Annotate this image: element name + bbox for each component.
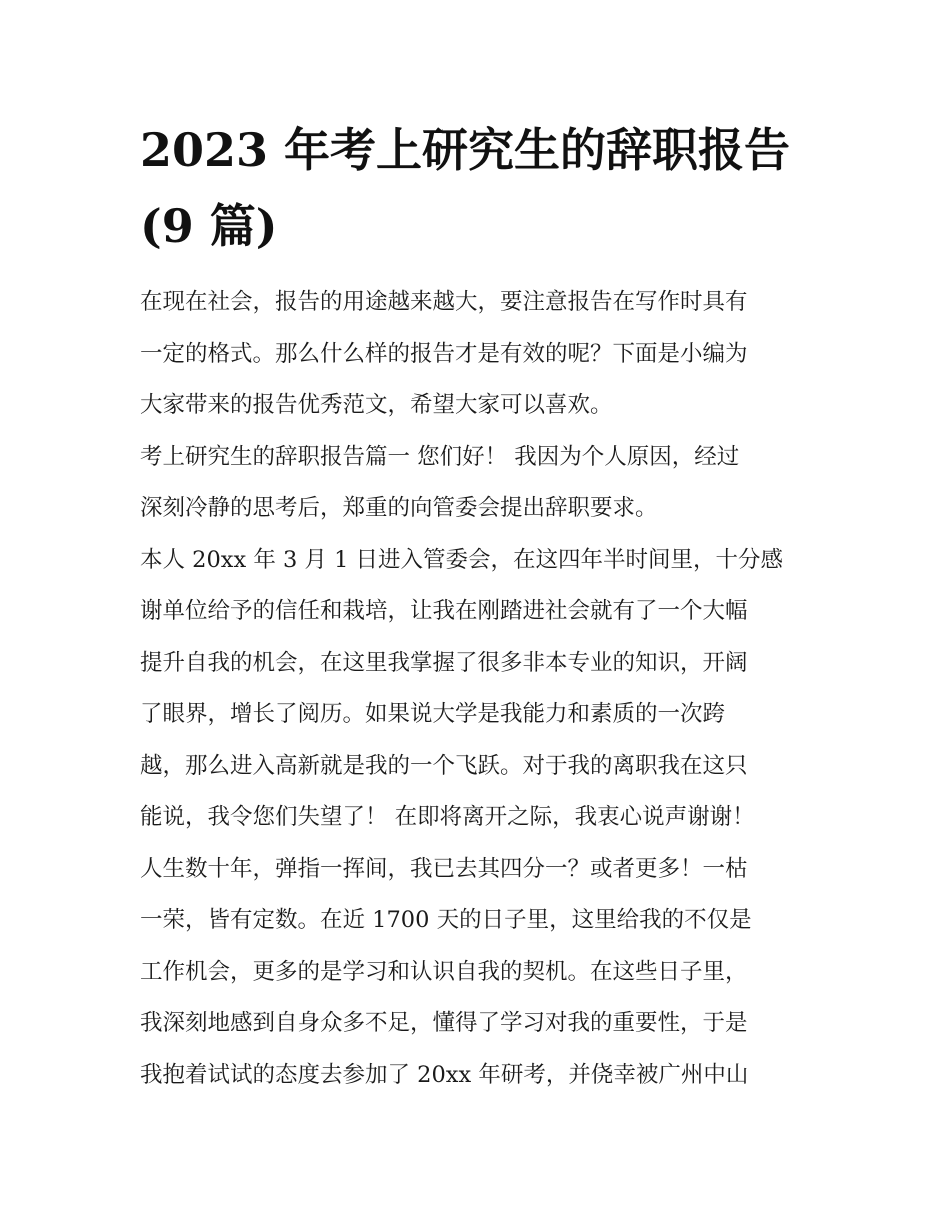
body-line: 工作机会，更多的是学习和认识自我的契机。在这些日子里，: [140, 958, 748, 985]
body-line: 提升自我的机会，在这里我掌握了很多非本专业的知识，开阔: [140, 649, 748, 676]
body-line: 越，那么进入高新就是我的一个飞跃。对于我的离职我在这只: [140, 752, 748, 779]
body-line: 本人 20xx 年 3 月 1 日进入管委会，在这四年半时间里，十分感: [140, 546, 784, 573]
body-line: 一定的格式。那么什么样的报告才是有效的呢？下面是小编为: [140, 340, 748, 367]
body-line: 人生数十年，弹指一挥间，我已去其四分一？或者更多！一枯: [140, 855, 748, 882]
document-body: [140, 277, 820, 1101]
document-title: [140, 112, 820, 264]
body-line: 一荣，皆有定数。在近 1700 天的日子里，这里给我的不仅是: [140, 907, 752, 933]
body-line: 谢单位给予的信任和栽培，让我在刚踏进社会就有了一个大幅: [140, 598, 748, 624]
body-line: 我深刻地感到自身众多不足，懂得了学习对我的重要性，于是: [140, 1010, 748, 1036]
title-line-2: (9 篇): [140, 199, 278, 253]
body-line: 能说，我令您们失望了！ 在即将离开之际，我衷心说声谢谢！: [140, 804, 755, 830]
body-line: 了眼界，增长了阅历。如果说大学是我能力和素质的一次跨: [140, 701, 726, 727]
title-line-1: 2023 年考上研究生的辞职报告: [140, 123, 791, 177]
body-line: 考上研究生的辞职报告篇一 您们好！ 我因为个人原因，经过: [140, 443, 740, 470]
body-line: 大家带来的报告优秀范文，希望大家可以喜欢。: [140, 392, 613, 418]
body-line: 深刻冷静的思考后，郑重的向管委会提出辞职要求。: [140, 495, 658, 521]
body-line: 我抱着试试的态度去参加了 20xx 年研考，并侥幸被广州中山: [140, 1061, 749, 1088]
body-line: 在现在社会，报告的用途越来越大，要注意报告在写作时具有: [140, 289, 748, 315]
